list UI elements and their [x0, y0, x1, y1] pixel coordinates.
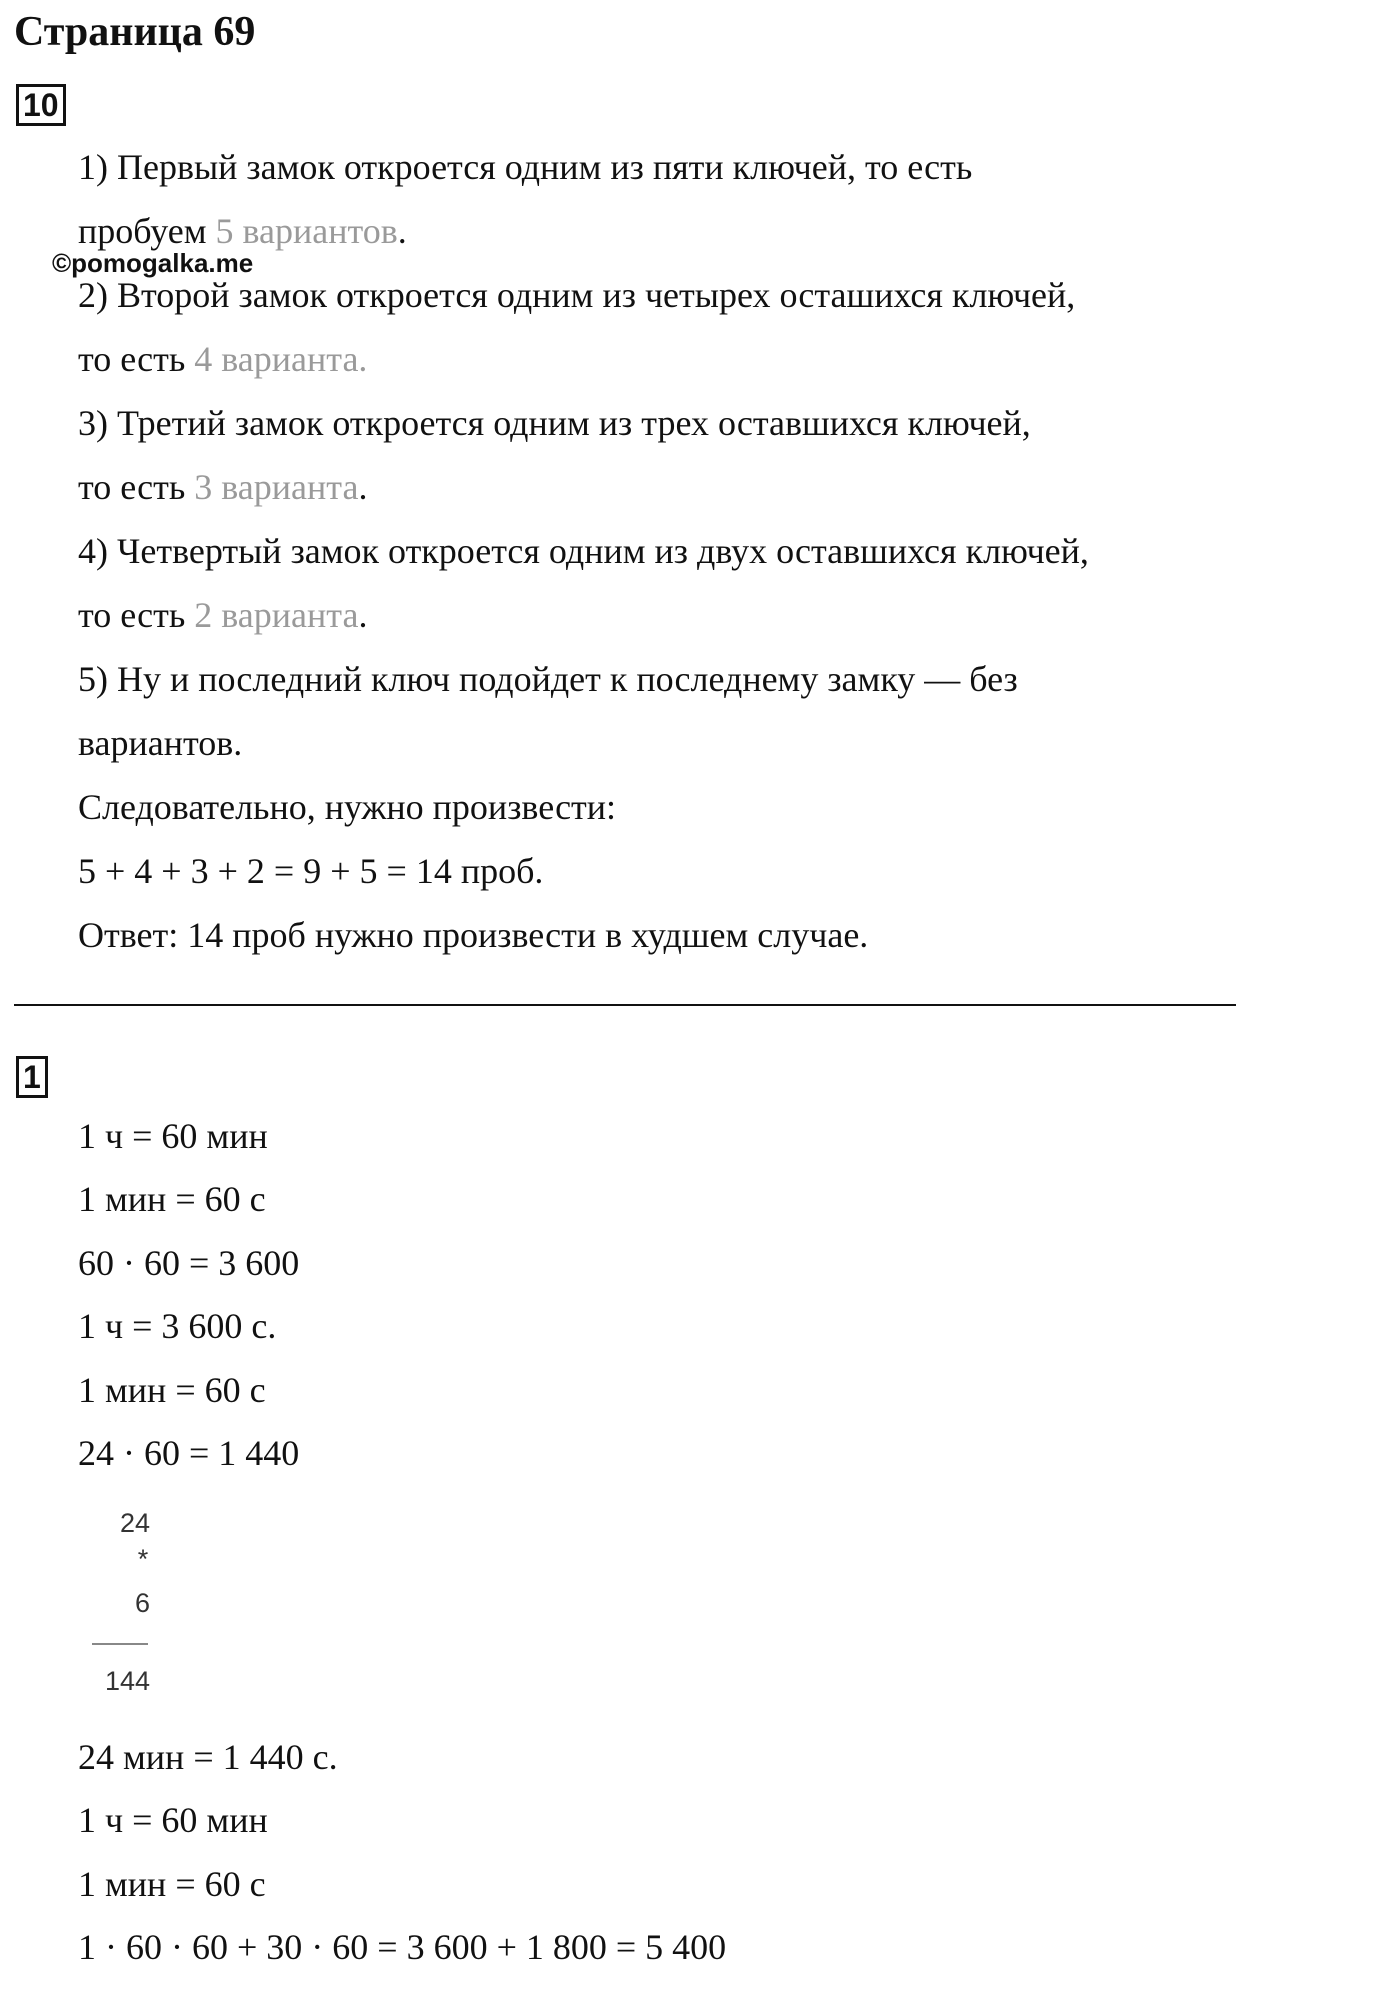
line-tail: .	[358, 467, 368, 507]
task10-line	[78, 401, 1031, 445]
calc-operand1: 24	[119, 1508, 150, 1538]
task1-line: 1 · 60 · 60 + 30 · 60 = 3 600 + 1 800 = 5 400	[78, 1927, 727, 1968]
task10-line	[78, 593, 367, 637]
line-text: вариантов.	[78, 723, 243, 763]
line-text: 3) Третий замок откроется одним из трех оставшихся ключей,	[78, 403, 1031, 443]
line-text: 5 + 4 + 3 + 2 = 9 + 5 = 14 проб.	[78, 851, 544, 891]
task1-line: 24 мин = 1 440 с.	[78, 1737, 338, 1777]
line-highlight: 5 вариантов	[215, 211, 398, 251]
line-text: 5) Ну и последний ключ подойдет к последнему замку — без	[78, 659, 1018, 699]
task10-line	[78, 785, 616, 829]
line-tail: .	[358, 595, 368, 635]
line-text: пробуем	[78, 211, 216, 251]
task10-line	[78, 657, 1018, 701]
task1-line: 1 ч = 60 мин	[78, 1800, 268, 1841]
task10-line	[78, 721, 242, 765]
task10-line	[78, 209, 407, 253]
task10-line	[78, 849, 543, 893]
line-text: то есть	[78, 595, 195, 635]
calc-operand2: 6	[134, 1588, 150, 1618]
task1-line: 60 · 60 = 3 600	[78, 1242, 300, 1283]
line-text: то есть	[78, 467, 195, 507]
page-title: Страница 69	[14, 9, 256, 55]
calc-result: 144	[104, 1666, 150, 1696]
task1-line: 1 мин = 60 с	[78, 1863, 266, 1904]
line-highlight: 2 варианта	[194, 595, 359, 635]
line-text: 1) Первый замок откроется одним из пяти ключей, то есть	[78, 147, 973, 187]
task1-line: 1 ч = 3 600 с.	[78, 1306, 277, 1347]
line-text: 2) Второй замок откроется одним из четырех осташихся ключей,	[78, 275, 1076, 315]
line-text: Следовательно, нужно произвести:	[78, 787, 617, 827]
section-divider	[14, 1004, 1236, 1006]
task1-line: 1 мин = 60 с	[78, 1179, 266, 1220]
task-number-10: 10	[16, 84, 66, 126]
task1-line: 24 · 60 = 1 440	[78, 1433, 300, 1473]
line-tail: .	[397, 211, 407, 251]
task10-line	[78, 529, 1089, 573]
calc-underline	[92, 1643, 148, 1645]
task10-line	[78, 273, 1075, 317]
line-text: 4) Четвертый замок откроется одним из двух оставшихся ключей,	[78, 531, 1089, 571]
line-highlight: 3 варианта	[194, 467, 359, 507]
task10-line	[78, 145, 972, 189]
watermark: ©pomogalka.me	[52, 248, 254, 278]
task1-line: 1 ч = 60 мин	[78, 1116, 268, 1156]
calc-operator: *	[137, 1544, 149, 1574]
line-text: то есть	[78, 339, 195, 379]
task-number-1: 1	[16, 1056, 48, 1098]
task10-line	[78, 337, 367, 381]
line-highlight: 4 варианта.	[194, 339, 368, 379]
task1-line: 1 мин = 60 с	[78, 1369, 266, 1410]
line-text: Ответ: 14 проб нужно произвести в худшем случае.	[78, 915, 869, 955]
task10-line	[78, 465, 367, 509]
task10-line	[78, 913, 868, 957]
